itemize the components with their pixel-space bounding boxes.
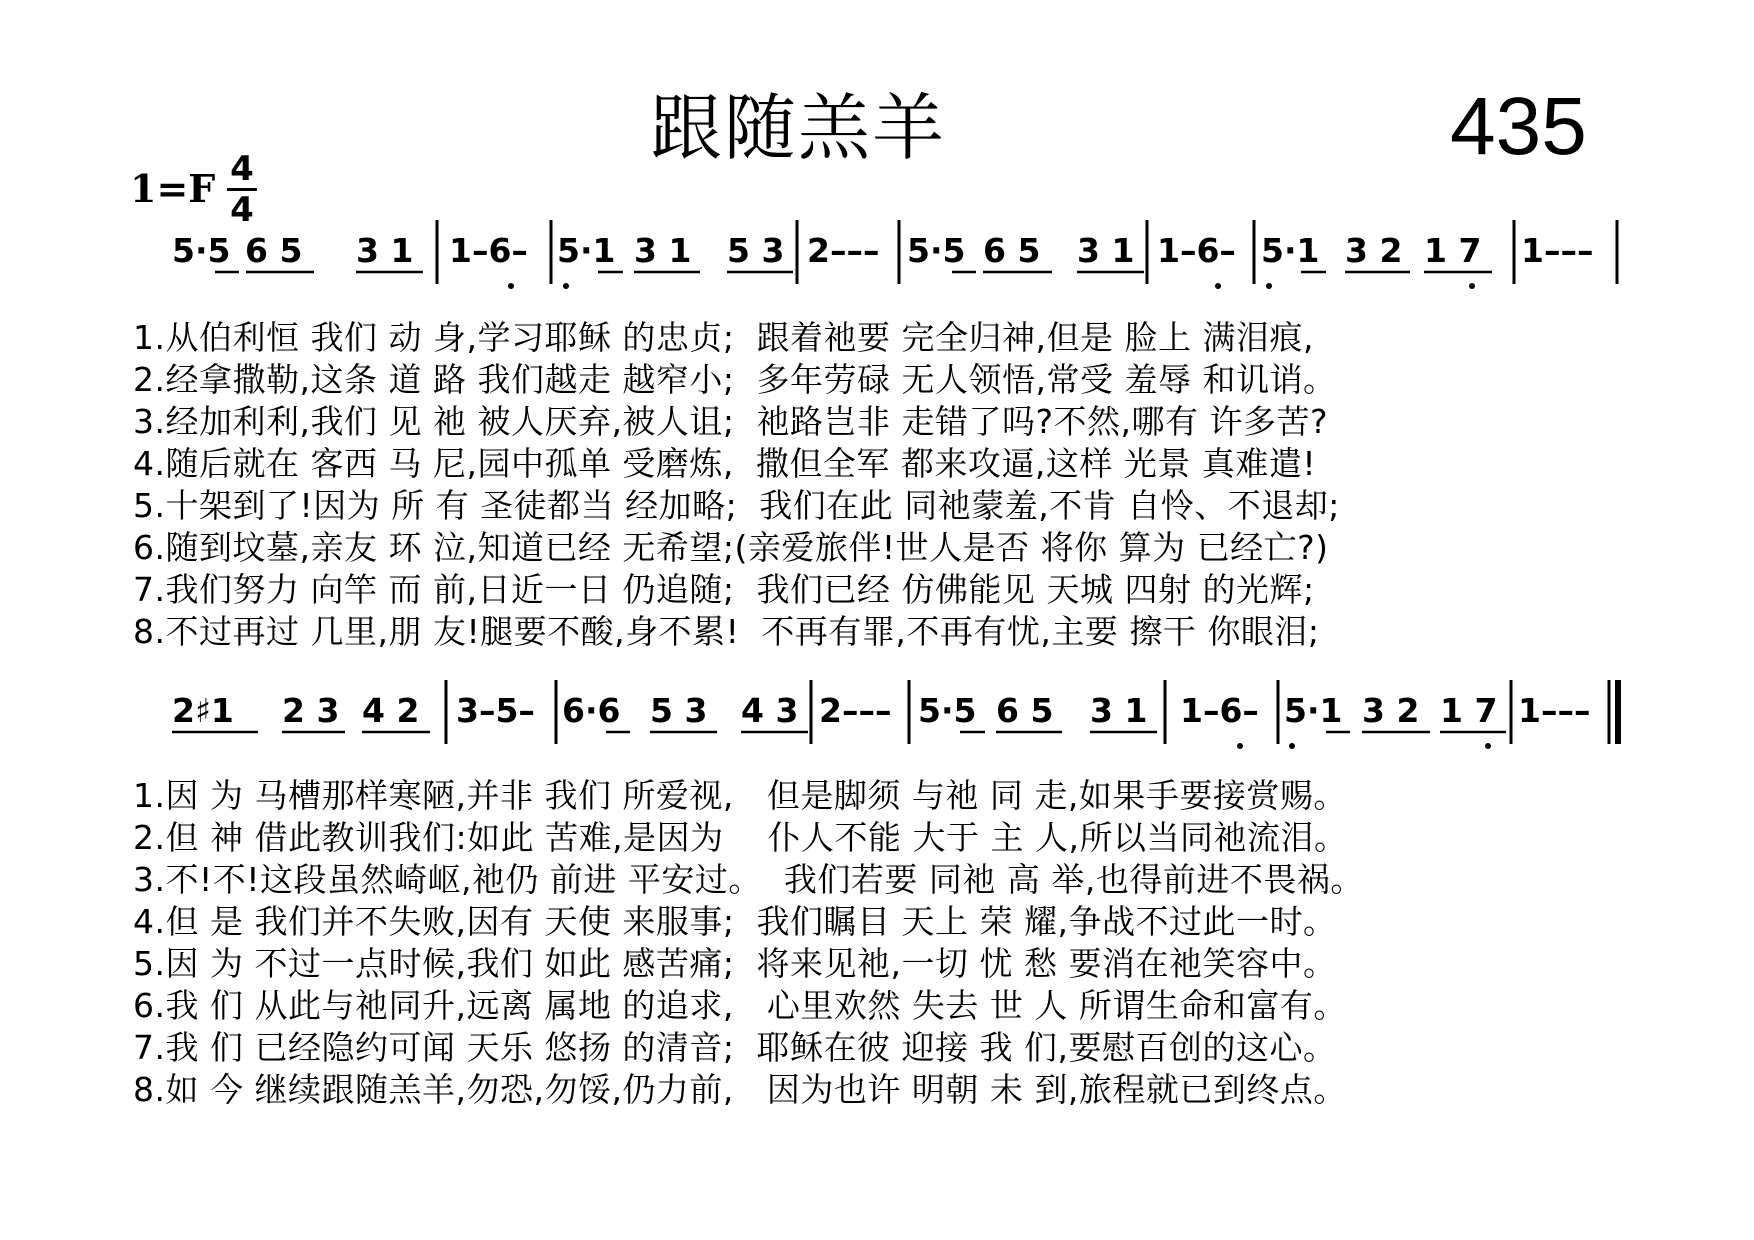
note-group: 2––– [807,231,880,270]
lyric-line: 7.我们努力 向竿 而 前,日近一日 仍追随; 我们已经 仿佛能见 天城 四射 的光辉; [133,570,1315,609]
notation-row-2 [172,680,1618,749]
lyric-line: 8.不过再过 几里,朋 友!腿要不酸,身不累! 不再有罪,不再有忧,主要 擦干 你眼泪; [133,612,1320,651]
note-group: 6·6 [562,691,621,730]
note-group: 6 5 [245,231,303,270]
note-group: 1–6– [449,231,528,270]
note-group: 1–6– [1157,231,1236,270]
note-group: 5 3 [727,231,785,270]
note-group: 3 1 [1077,231,1135,270]
hymn-number: 435 [1450,81,1587,172]
lyric-line: 1.因 为 马槽那样寒陋,并非 我们 所爱视, 但是脚须 与祂 同 走,如果手要接赏赐。 [133,776,1347,815]
note-group: 5 3 [650,691,708,730]
note-group: 6 5 [983,231,1041,270]
octave-dots [508,283,1475,289]
key-label: 1=F [130,166,216,211]
lyric-line: 5.因 为 不过一点时候,我们 如此 感苦痛; 将来见祂,一切 忧 愁 要消在祂笑容中。 [133,944,1337,983]
note-group: 5·5 [907,231,966,270]
lyric-line: 6.随到坟墓,亲友 环 泣,知道已经 无希望;(亲爱旅伴!世人是否 将你 算为 已经亡?) [133,528,1329,567]
lyric-line: 6.我 们 从此与祂同升,远离 属地 的追求, 心里欢然 失去 世 人 所谓生命和富有。 [133,986,1347,1025]
note-group: 5·1 [557,231,616,270]
lyric-line: 2.但 神 借此教训我们:如此 苦难,是因为 仆人不能 大于 主 人,所以当同祂流泪。 [133,818,1348,857]
note-group: 5·1 [1284,691,1343,730]
lyric-line: 1.从伯利恒 我们 动 身,学习耶稣 的忠贞; 跟着祂要 完全归神,但是 脸上 满泪痕, [133,318,1314,357]
note-group: 3–5– [456,691,535,730]
lyric-line: 4.但 是 我们并不失败,因有 天使 来服事; 我们瞩目 天上 荣 耀,争战不过此一时。 [133,902,1337,941]
note-group: 1 7 [1440,691,1498,730]
lyric-line: 3.不!不!这段虽然崎岖,祂仍 前进 平安过。 我们若要 同祂 高 举,也得前进不畏祸。 [133,860,1364,899]
lyric-line: 3.经加利利,我们 见 祂 被人厌弃,被人诅; 祂路岂非 走错了吗?不然,哪有 许多苦? [133,402,1329,441]
time-beats: 4 [230,149,254,189]
note-group: 5·1 [1261,231,1320,270]
note-group: 3 1 [634,231,692,270]
note-group: 2 3 [282,691,340,730]
note-group: 3 2 [1345,231,1403,270]
note-group: 5·5 [918,691,977,730]
octave-dots [1237,743,1491,749]
note-group: 3 2 [1362,691,1420,730]
note-group: 4 3 [741,691,799,730]
note-group: 2♯1 [172,691,234,730]
note-group: 1––– [1521,231,1594,270]
lyric-line: 2.经拿撒勒,这条 道 路 我们越走 越窄小; 多年劳碌 无人领悟,常受 羞辱 和讥诮。 [133,360,1337,399]
lyric-line: 5.十架到了!因为 所 有 圣徒都当 经加略; 我们在此 同祂蒙羞,不肯 自怜、不退却; [133,486,1340,525]
lyric-line: 4.随后就在 客西 马 尼,园中孤单 受磨炼, 撒但全军 都来攻逼,这样 光景 真难遣! [133,444,1317,483]
note-group: 3 1 [1090,691,1148,730]
note-group: 4 2 [362,691,420,730]
note-group: 3 1 [356,231,414,270]
lyric-line: 7.我 们 已经隐约可闻 天乐 悠扬 的清音; 耶稣在彼 迎接 我 们,要慰百创的这心。 [133,1028,1337,1067]
notation-row-1 [172,220,1617,289]
note-group: 1–6– [1180,691,1259,730]
note-group: 2––– [819,691,892,730]
note-group: 1 7 [1424,231,1482,270]
note-group: 1––– [1518,691,1591,730]
hymn-title: 跟随羔羊 [650,86,947,170]
lyric-line: 8.如 今 继续跟随羔羊,勿恐,勿馁,仍力前, 因为也许 明朝 未 到,旅程就已到终点。 [133,1070,1347,1109]
note-group: 6 5 [996,691,1054,730]
note-group: 5·5 [172,231,231,270]
time-unit: 4 [230,190,254,230]
